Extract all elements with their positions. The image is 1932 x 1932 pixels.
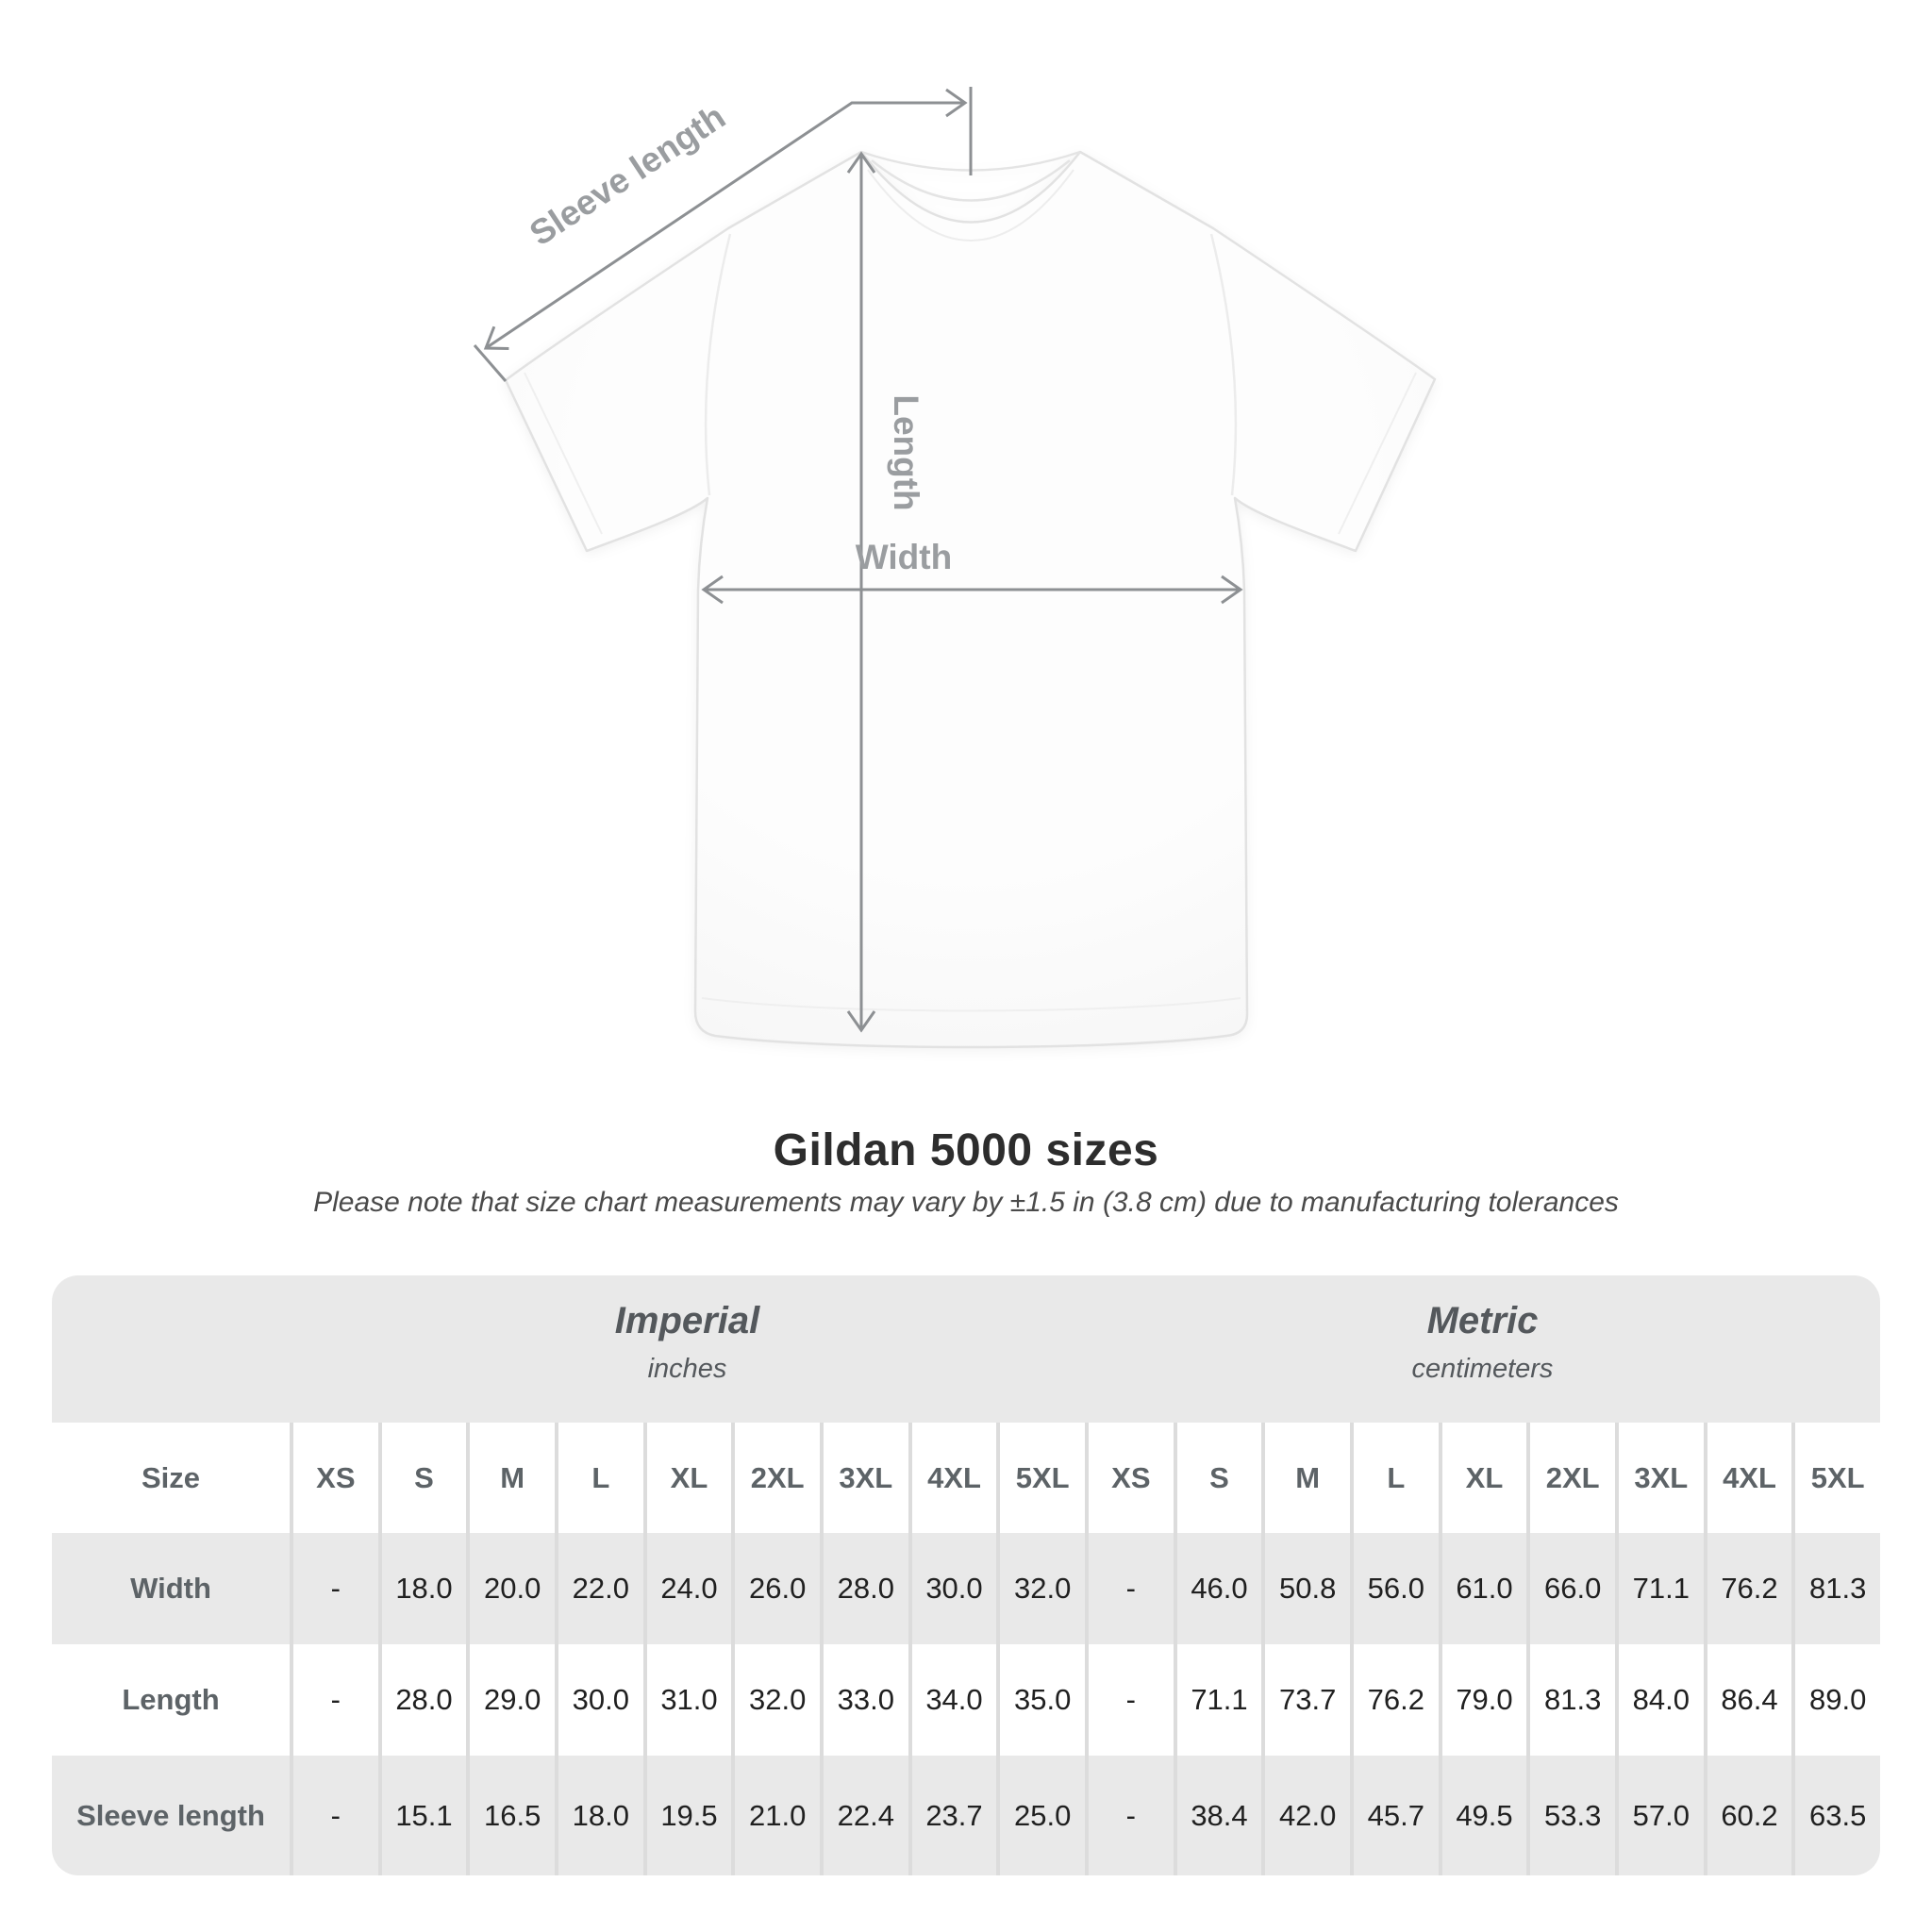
value-cell: 33.0 <box>820 1644 908 1756</box>
value-cell: 56.0 <box>1350 1533 1439 1644</box>
value-cell: 28.0 <box>820 1533 908 1644</box>
value-cell: 34.0 <box>908 1644 997 1756</box>
metric-header <box>1085 1300 1880 1385</box>
sleeve-length-label: Sleeve length <box>523 96 732 254</box>
value-cell: 76.2 <box>1704 1533 1792 1644</box>
value-cell: 31.0 <box>643 1644 732 1756</box>
value-cell: 26.0 <box>731 1533 820 1644</box>
size-header-cell: S <box>378 1423 467 1533</box>
value-cell: 24.0 <box>643 1533 732 1644</box>
value-cell: 66.0 <box>1526 1533 1615 1644</box>
size-chart-panel <box>52 1275 1880 1875</box>
size-header-cell: M <box>1261 1423 1350 1533</box>
value-cell: - <box>290 1644 378 1756</box>
value-cell: 50.8 <box>1261 1533 1350 1644</box>
value-cell: 22.4 <box>820 1756 908 1875</box>
value-cell: 63.5 <box>1791 1756 1880 1875</box>
size-header-cell: M <box>466 1423 555 1533</box>
imperial-header <box>290 1300 1085 1385</box>
value-cell: 20.0 <box>466 1533 555 1644</box>
value-cell: 30.0 <box>555 1644 643 1756</box>
value-cell: 16.5 <box>466 1756 555 1875</box>
value-cell: 89.0 <box>1791 1644 1880 1756</box>
value-cell: 35.0 <box>996 1644 1085 1756</box>
size-column-header: Size <box>141 1460 201 1494</box>
value-cell: 25.0 <box>996 1756 1085 1875</box>
row-label: Sleeve length <box>76 1798 265 1832</box>
value-cell: 61.0 <box>1439 1533 1527 1644</box>
size-header-cell: 4XL <box>1704 1423 1792 1533</box>
size-header-cell: S <box>1174 1423 1262 1533</box>
value-cell: 22.0 <box>555 1533 643 1644</box>
value-cell: 73.7 <box>1261 1644 1350 1756</box>
value-cell: 23.7 <box>908 1756 997 1875</box>
value-cell: 60.2 <box>1704 1756 1792 1875</box>
value-cell: 32.0 <box>731 1644 820 1756</box>
cuff-extension-tick <box>475 345 506 381</box>
table-row <box>52 1423 1880 1533</box>
value-cell: 45.7 <box>1350 1756 1439 1875</box>
value-cell: 42.0 <box>1261 1756 1350 1875</box>
value-cell: 57.0 <box>1615 1756 1704 1875</box>
value-cell: 19.5 <box>643 1756 732 1875</box>
value-cell: 18.0 <box>555 1756 643 1875</box>
size-header-cell: XS <box>1085 1423 1174 1533</box>
unit-header-band <box>52 1275 1880 1423</box>
value-cell: 81.3 <box>1791 1533 1880 1644</box>
size-header-cell: 3XL <box>820 1423 908 1533</box>
value-cell: - <box>1085 1756 1174 1875</box>
value-cell: 49.5 <box>1439 1756 1527 1875</box>
size-header-cell: 5XL <box>1791 1423 1880 1533</box>
tshirt-graphic <box>506 152 1435 1047</box>
metric-sublabel: centimeters <box>1411 1354 1554 1384</box>
value-cell: - <box>290 1756 378 1875</box>
tolerance-note: Please note that size chart measurements may vary by ±1.5 in (3.8 cm) due to manufacturing tolerances <box>313 1187 1619 1218</box>
value-cell: 53.3 <box>1526 1756 1615 1875</box>
value-cell: 15.1 <box>378 1756 467 1875</box>
value-cell: - <box>290 1533 378 1644</box>
size-header-cell: 2XL <box>731 1423 820 1533</box>
table-row <box>52 1756 1880 1875</box>
value-cell: 84.0 <box>1615 1644 1704 1756</box>
value-cell: 71.1 <box>1174 1644 1262 1756</box>
value-cell: 18.0 <box>378 1533 467 1644</box>
value-cell: 32.0 <box>996 1533 1085 1644</box>
value-cell: 86.4 <box>1704 1644 1792 1756</box>
value-cell: 29.0 <box>466 1644 555 1756</box>
size-header-cell: 5XL <box>996 1423 1085 1533</box>
size-header-cell: XL <box>643 1423 732 1533</box>
size-header-cell: 3XL <box>1615 1423 1704 1533</box>
value-cell: 46.0 <box>1174 1533 1262 1644</box>
size-table <box>52 1423 1880 1875</box>
value-cell: 76.2 <box>1350 1644 1439 1756</box>
value-cell: 79.0 <box>1439 1644 1527 1756</box>
table-row <box>52 1533 1880 1644</box>
value-cell: 38.4 <box>1174 1756 1262 1875</box>
size-header-cell: L <box>555 1423 643 1533</box>
size-header-cell: XL <box>1439 1423 1527 1533</box>
size-header-cell: 2XL <box>1526 1423 1615 1533</box>
imperial-sublabel: inches <box>647 1354 727 1384</box>
row-label: Length <box>122 1683 220 1716</box>
value-cell: 28.0 <box>378 1644 467 1756</box>
table-row <box>52 1644 1880 1756</box>
size-header-cell: XS <box>290 1423 378 1533</box>
value-cell: 21.0 <box>731 1756 820 1875</box>
value-cell: - <box>1085 1533 1174 1644</box>
length-label: Length <box>887 394 925 511</box>
value-cell: 71.1 <box>1615 1533 1704 1644</box>
value-cell: 81.3 <box>1526 1644 1615 1756</box>
width-label: Width <box>855 538 953 576</box>
row-label: Width <box>130 1572 211 1605</box>
value-cell: - <box>1085 1644 1174 1756</box>
size-header-cell: L <box>1350 1423 1439 1533</box>
imperial-label: Imperial <box>614 1300 760 1341</box>
value-cell: 30.0 <box>908 1533 997 1644</box>
page-title: Gildan 5000 sizes <box>773 1125 1159 1175</box>
metric-label: Metric <box>1426 1300 1539 1341</box>
size-header-cell: 4XL <box>908 1423 997 1533</box>
